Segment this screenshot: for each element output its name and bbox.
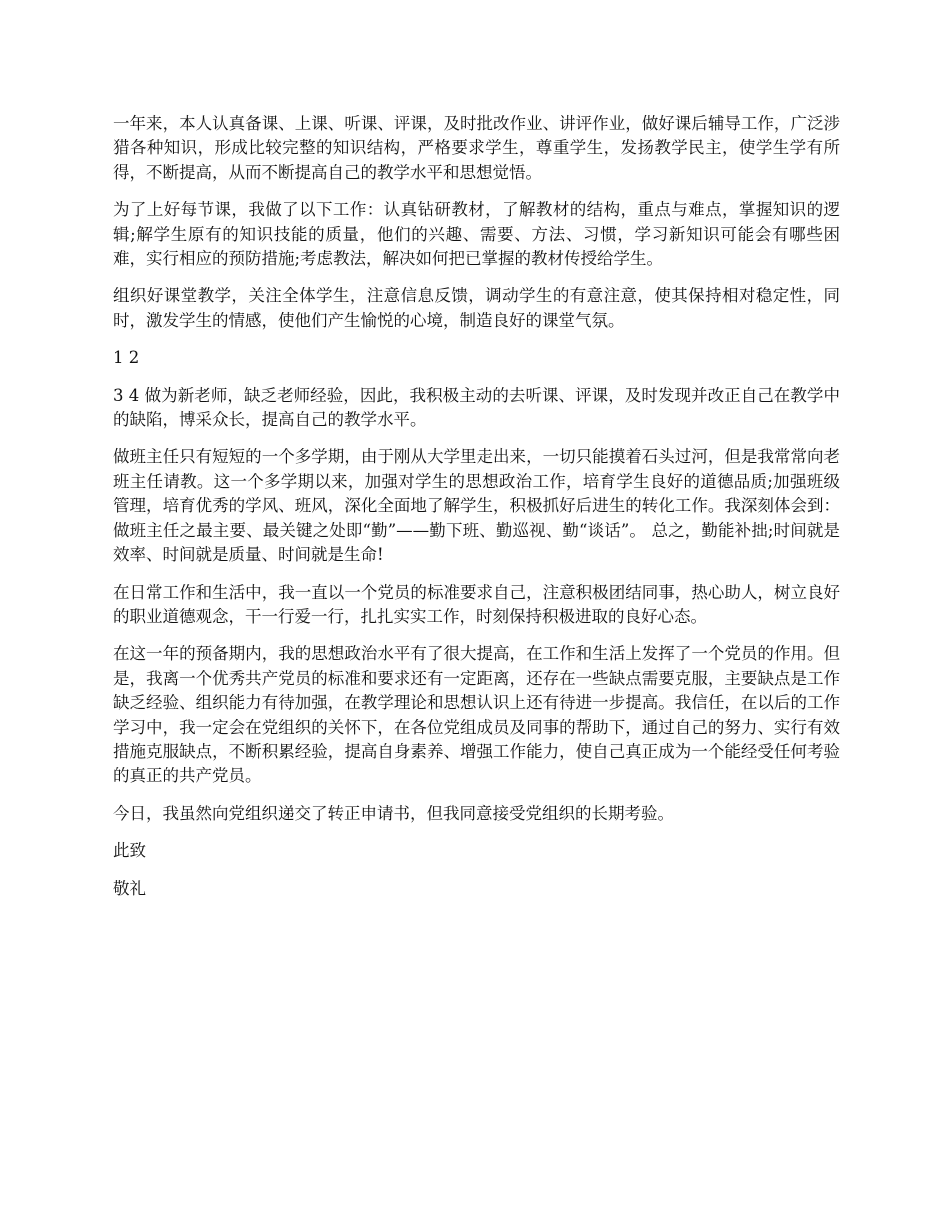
closing-cizhi: 此致 (113, 841, 146, 861)
paragraph-page-numbers: 1 2 (113, 348, 140, 368)
paragraph-teaching-summary: 一年来，本人认真备课、上课、听课、评课，及时批改作业、讲评作业，做好课后辅导工作，广泛涉猎各种知识，形成比较完整的知识结构，严格要求学生，尊重学生，发扬教学民主，使学生学有所得，不断提高，从而不断提高自己的教学水平和思想觉悟。 (113, 114, 840, 182)
paragraph-new-teacher: 3 4 做为新老师，缺乏老师经验，因此，我积极主动的去听课、评课，及时发现并改正自己在教学中的缺陷，博采众长，提高自己的教学水平。 (113, 385, 840, 430)
paragraph-class-teacher: 做班主任只有短短的一个多学期，由于刚从大学里走出来，一切只能摸着石头过河，但是我常常向老班主任请教。这一个多学期以来，加强对学生的思想政治工作，培育学生良好的道德品质;加强班级管理，培育优秀的学风、班风，深化全面地了解学生，积极抓好后进生的转化工作。我深刻体会到：做班主任之最主要、最关键之处即“勤”——勤下班、勤巡视、勤“谈话”。 总之，勤能补拙;时间就是效率、时间就是质量、时间就是生命! (113, 447, 840, 565)
document-body (113, 112, 840, 914)
paragraph-party-member-conduct: 在日常工作和生活中，我一直以一个党员的标准要求自己，注意积极团结同事，热心助人，树立良好的职业道德观念，干一行爱一行，扎扎实实工作，时刻保持积极进取的良好心态。 (113, 582, 840, 626)
paragraph-application-statement: 今日，我虽然向党组织递交了转正申请书，但我同意接受党组织的长期考验。 (113, 803, 674, 823)
closing-jingli: 敬礼 (113, 878, 146, 898)
paragraph-lesson-preparation: 为了上好每节课，我做了以下工作：认真钻研教材，了解教材的结构，重点与难点，掌握知识的逻辑;解学生原有的知识技能的质量，他们的兴趣、需要、方法、习惯，学习新知识可能会有哪些困难，实行相应的预防措施;考虑教法，解决如何把已掌握的教材传授给学生。 (113, 200, 840, 269)
paragraph-classroom-organization: 组织好课堂教学，关注全体学生，注意信息反馈，调动学生的有意注意，使其保持相对稳定性，同时，激发学生的情感，使他们产生愉悦的心境，制造良好的课堂气氛。 (113, 286, 840, 330)
paragraph-probation-reflection: 在这一年的预备期内，我的思想政治水平有了很大提高，在工作和生活上发挥了一个党员的作用。但是，我离一个优秀共产党员的标准和要求还有一定距离，还存在一些缺点需要克服，主要缺点是工作缺乏经验、组织能力有待加强，在教学理论和思想认识上还有待进一步提高。我信任，在以后的工作学习中，我一定会在党组织的关怀下，在各位党组成员及同事的帮助下，通过自己的努力、实行有效措施克服缺点，不断积累经验，提高自身素养、增强工作能力，使自己真正成为一个能经受任何考验的真正的共产党员。 (113, 644, 840, 786)
